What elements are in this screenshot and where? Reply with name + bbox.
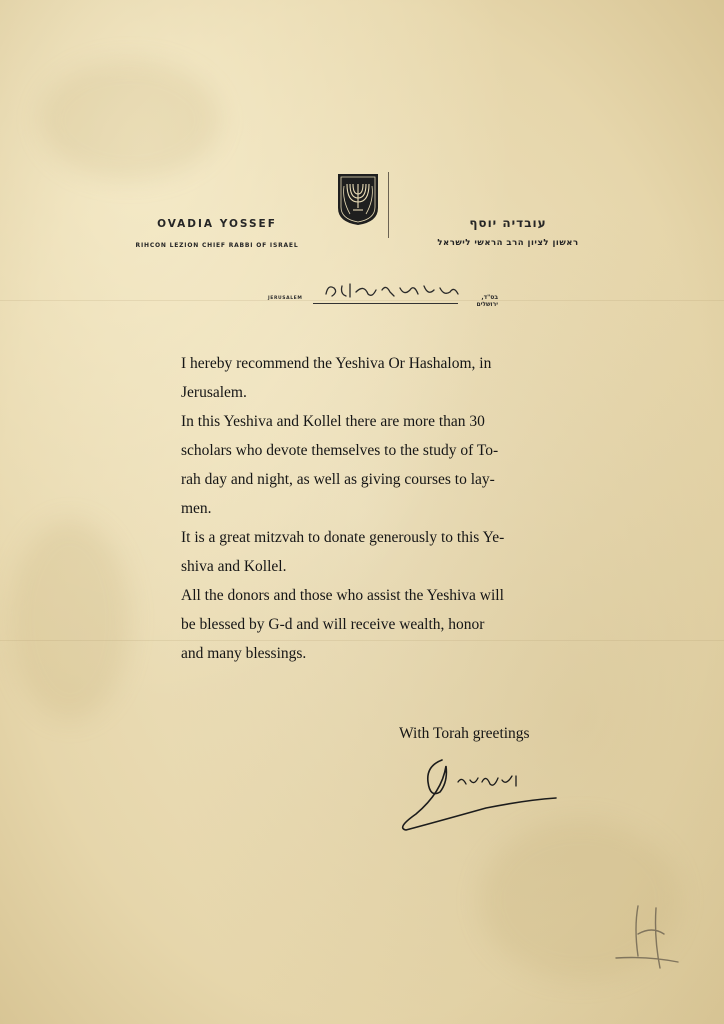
location-hebrew: בס"ד, ירושלים [476, 294, 498, 308]
body-line: men. [181, 500, 212, 517]
body-line: I hereby recommend the Yeshiva Or Hashalom, in [181, 355, 492, 372]
body-line: Jerusalem. [181, 384, 247, 401]
letterhead-hebrew [398, 216, 618, 248]
letterhead-title: RIHCON LEZION CHIEF RABBI OF ISRAEL [135, 242, 299, 249]
date-underline [313, 303, 458, 304]
handwritten-date [320, 280, 470, 302]
letterhead-hebrew-name: עובדיה יוסף [469, 216, 547, 230]
body-line: It is a great mitzvah to donate generously to this Ye- [181, 529, 505, 546]
body-line: shiva and Kollel. [181, 558, 287, 575]
body-line: rah day and night, as well as giving courses to lay- [181, 471, 495, 488]
body-line: and many blessings. [181, 645, 307, 662]
signature [396, 752, 560, 832]
paper-stain [40, 60, 220, 180]
letter-body [181, 349, 553, 668]
letterhead-divider [388, 172, 389, 238]
menorah-emblem-icon [336, 172, 380, 226]
location-latin: JERUSALEM [268, 296, 303, 301]
body-line: All the donors and those who assist the Yeshiva will [181, 587, 504, 604]
handwritten-corner-mark [608, 898, 688, 978]
paper-stain [10, 520, 130, 720]
letterhead-hebrew-title: ראשון לציון הרב הראשי לישראל [437, 238, 579, 248]
body-line: scholars who devote themselves to the study of To- [181, 442, 499, 459]
body-line: In this Yeshiva and Kollel there are more than 30 [181, 413, 485, 430]
body-line: be blessed by G-d and will receive wealth, honor [181, 616, 485, 633]
letterhead-name: OVADIA YOSSEF [157, 218, 277, 230]
date-line [268, 280, 498, 310]
closing-greeting: With Torah greetings [399, 725, 530, 742]
letterhead-english [122, 218, 312, 249]
